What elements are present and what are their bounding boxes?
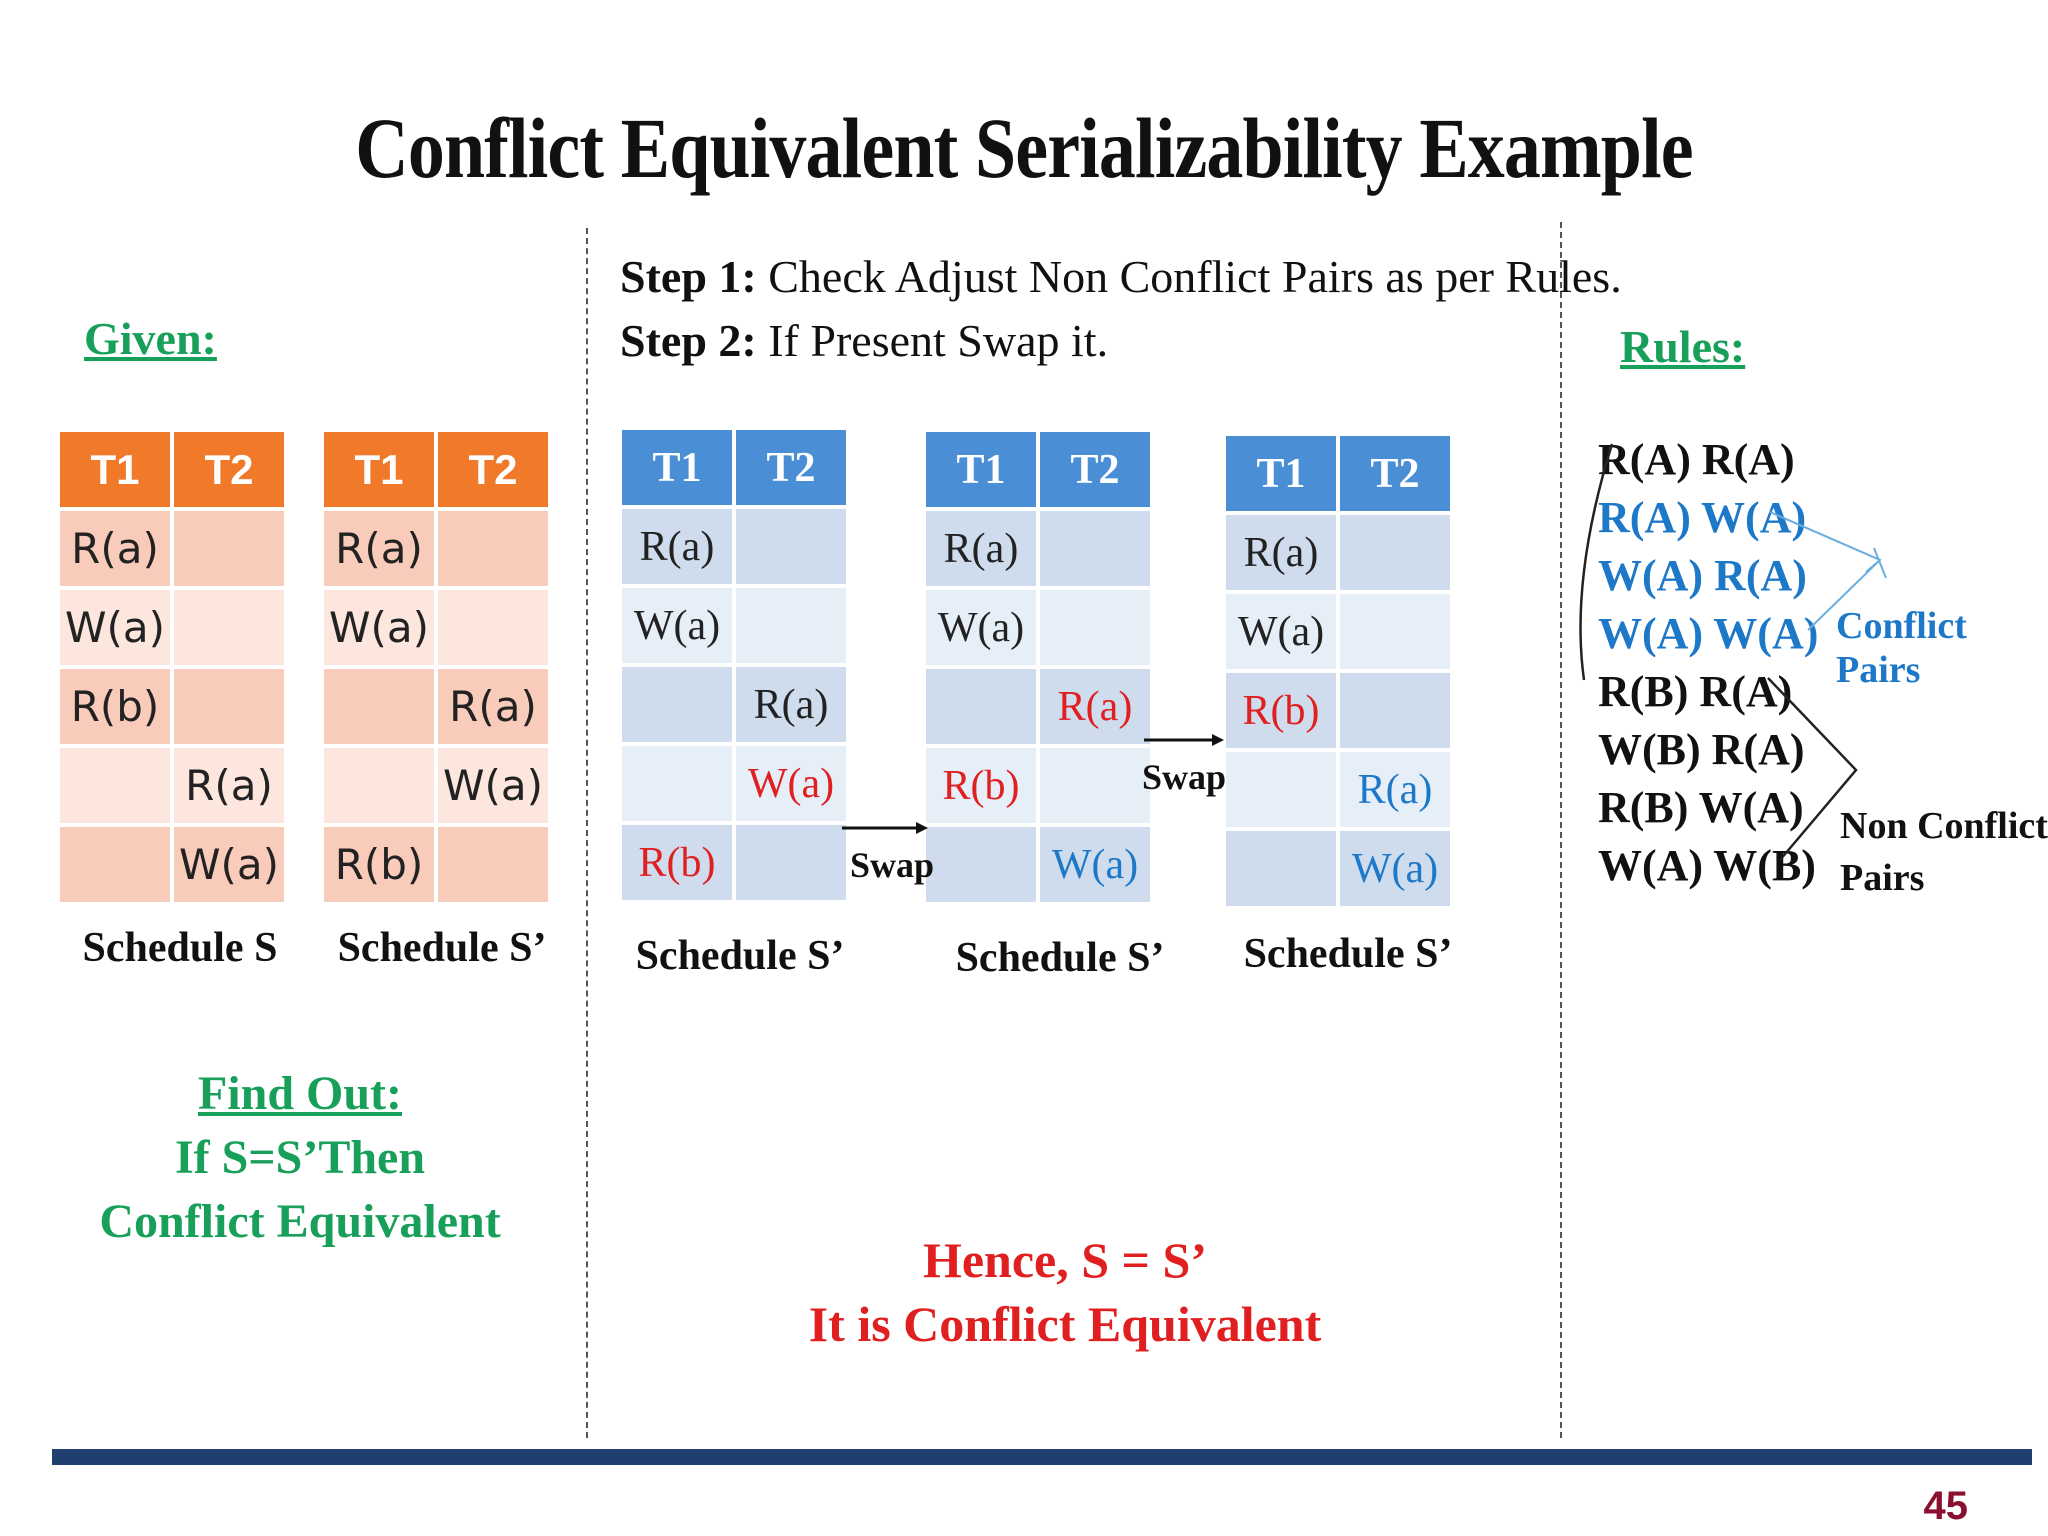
cell [622, 746, 732, 821]
conclusion-line-1: Hence, S = S’ [922, 1232, 1208, 1288]
cell: W(a) [60, 590, 170, 665]
cell: W(a) [926, 590, 1036, 665]
rule-item: R(B) R(A) [1598, 667, 1793, 716]
rules-heading: Rules: [1620, 321, 1746, 372]
col-header: T2 [438, 432, 548, 507]
col-header: T1 [926, 432, 1036, 507]
non-conflict-pairs-label [1840, 800, 2048, 904]
conflict-pairs-label: Conflict Pairs [1836, 605, 1967, 691]
cell: R(a) [324, 511, 434, 586]
conclusion-line-2: It is Conflict Equivalent [808, 1296, 1322, 1352]
cell: R(a) [60, 511, 170, 586]
cell: W(a) [736, 746, 846, 821]
schedule-s-prime-given-table [320, 428, 552, 906]
schedule-s-caption: Schedule S [82, 925, 278, 971]
cell [438, 590, 548, 665]
cell [1040, 511, 1150, 586]
cell [1340, 594, 1450, 669]
cell: R(b) [926, 748, 1036, 823]
rule-item-conflict: R(A) W(A) [1598, 493, 1807, 542]
col-header: T1 [1226, 436, 1336, 511]
rule-item: W(A) W(B) [1598, 841, 1816, 890]
rule-item: R(B) W(A) [1598, 783, 1804, 832]
cell [1340, 515, 1450, 590]
swap-label-2: Swap [1142, 757, 1227, 797]
col-header: T2 [736, 430, 846, 505]
cell: R(b) [622, 825, 732, 900]
find-out-line-1: If S=S’Then [174, 1131, 426, 1184]
cell: R(a) [174, 748, 284, 823]
cell: W(a) [622, 588, 732, 663]
cell: R(a) [736, 667, 846, 742]
schedule-step-1-caption: Schedule S’ [635, 933, 845, 979]
schedule-s-table [56, 428, 288, 906]
schedule-step-1-table [618, 426, 850, 904]
schedule-step-3-caption: Schedule S’ [1243, 931, 1453, 977]
cell: W(a) [324, 590, 434, 665]
col-header: T2 [1040, 432, 1150, 507]
col-header: T1 [622, 430, 732, 505]
rule-item-conflict: W(A) W(A) [1598, 609, 1819, 658]
swap-arrow-2-icon [1144, 730, 1224, 750]
swap-arrow-1-icon [842, 818, 928, 838]
cell [438, 827, 548, 902]
cell: R(b) [60, 669, 170, 744]
col-header: T1 [324, 432, 434, 507]
schedule-s-prime-caption: Schedule S’ [337, 925, 547, 971]
col-header: T1 [60, 432, 170, 507]
swap-label-1: Swap [850, 845, 935, 885]
cell [1226, 831, 1336, 906]
cell: W(a) [174, 827, 284, 902]
step-2 [620, 314, 1108, 367]
cell [926, 827, 1036, 902]
cell [1040, 748, 1150, 823]
cell [174, 669, 284, 744]
schedule-step-2-caption: Schedule S’ [955, 935, 1165, 981]
cell: W(a) [1340, 831, 1450, 906]
cell [324, 748, 434, 823]
cell: R(a) [1340, 752, 1450, 827]
cell: W(a) [1226, 594, 1336, 669]
cell: W(a) [438, 748, 548, 823]
cell [438, 511, 548, 586]
step-2-text: If Present Swap it. [756, 315, 1109, 366]
cell: R(a) [926, 511, 1036, 586]
given-heading: Given: [84, 313, 217, 364]
cell [174, 590, 284, 665]
cell [926, 669, 1036, 744]
conclusion-block [665, 1228, 1465, 1356]
cell [736, 588, 846, 663]
cell [174, 511, 284, 586]
cell: W(a) [1040, 827, 1150, 902]
non-conflict-label-line-1: Non Conflict [1840, 805, 2048, 847]
cell [1040, 590, 1150, 665]
cell [736, 825, 846, 900]
slide-title: Conflict Equivalent Serializability Example [355, 100, 1693, 196]
cell [736, 509, 846, 584]
page-number: 45 [1923, 1484, 1968, 1528]
col-header: T2 [174, 432, 284, 507]
schedule-step-2-table [922, 428, 1154, 906]
col-header: T2 [1340, 436, 1450, 511]
step-1-label: Step 1: [620, 251, 757, 302]
cell: R(a) [438, 669, 548, 744]
find-out-block [90, 1062, 510, 1254]
cell: R(b) [1226, 673, 1336, 748]
step-1 [620, 250, 1622, 303]
cell [60, 827, 170, 902]
non-conflict-label-line-2: Pairs [1840, 857, 1925, 899]
step-2-label: Step 2: [620, 315, 757, 366]
divider-left [586, 228, 588, 1438]
rule-item: W(B) R(A) [1598, 725, 1805, 774]
cell: R(a) [1226, 515, 1336, 590]
rule-item-conflict: W(A) R(A) [1598, 551, 1807, 600]
cell [622, 667, 732, 742]
footer-bar [52, 1449, 2032, 1465]
rule-item: R(A) R(A) [1598, 435, 1795, 484]
cell: R(b) [324, 827, 434, 902]
find-out-heading: Find Out: [197, 1067, 403, 1120]
step-1-text: Check Adjust Non Conflict Pairs as per Rules. [756, 251, 1622, 302]
schedule-step-3-table [1222, 432, 1454, 910]
cell [60, 748, 170, 823]
cell [1340, 673, 1450, 748]
find-out-line-2: Conflict Equivalent [99, 1195, 501, 1248]
cell [324, 669, 434, 744]
cell [1226, 752, 1336, 827]
cell: R(a) [622, 509, 732, 584]
cell: R(a) [1040, 669, 1150, 744]
